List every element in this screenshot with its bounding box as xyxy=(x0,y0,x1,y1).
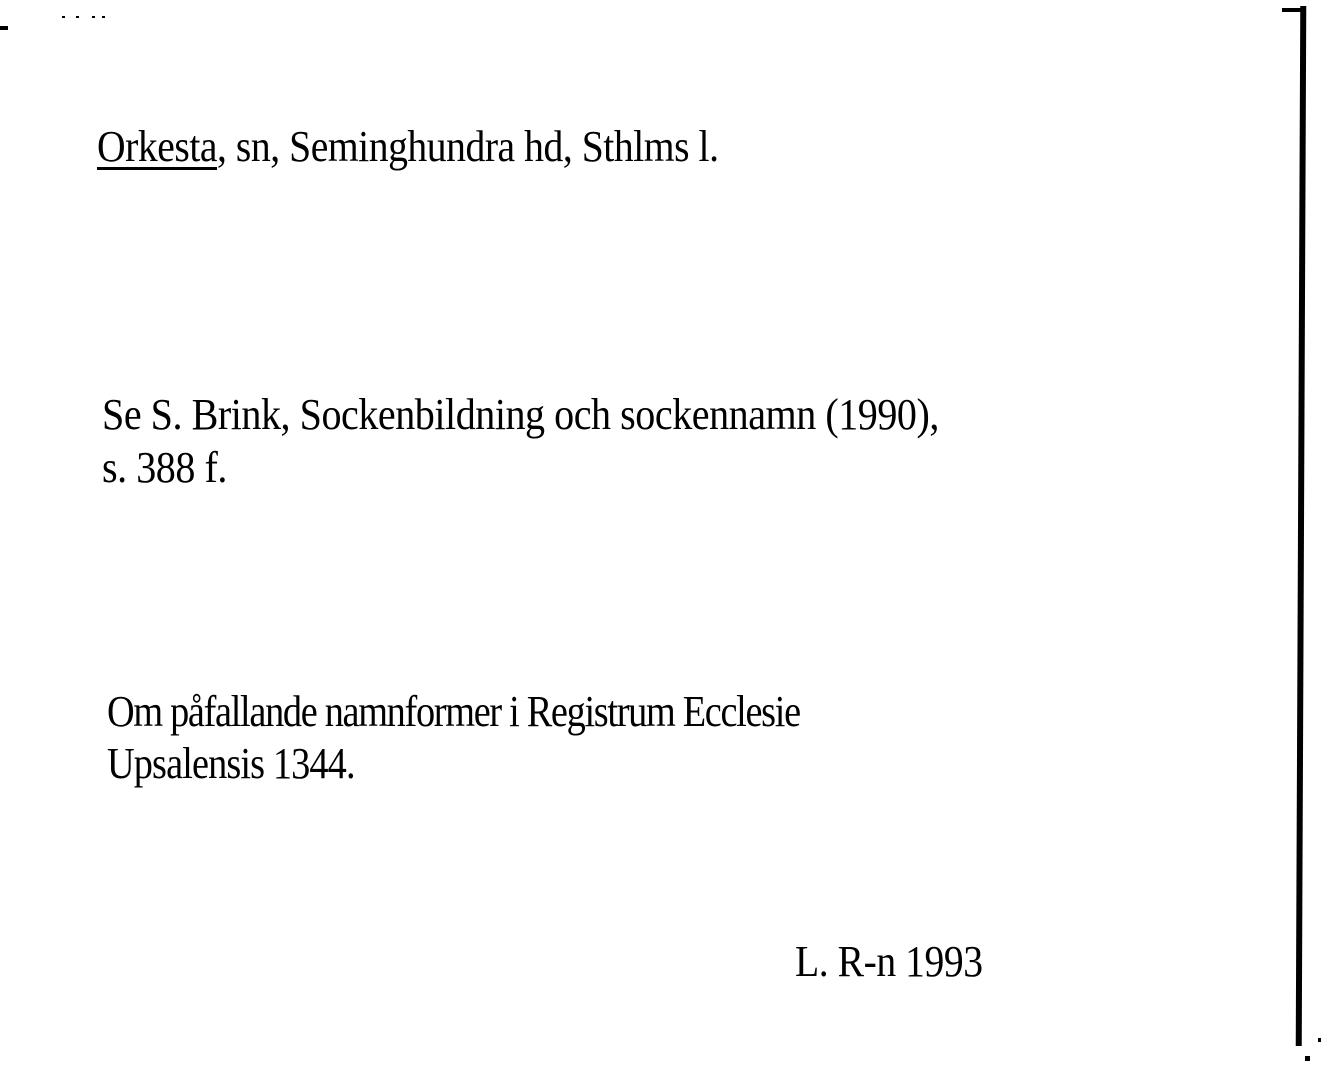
scan-speck xyxy=(1305,1056,1310,1061)
scan-speck xyxy=(92,16,95,18)
scan-speck xyxy=(102,16,105,18)
card-right-edge xyxy=(1296,6,1307,1046)
scan-speck xyxy=(62,16,65,18)
scan-speck xyxy=(76,16,79,18)
headword: Orkesta xyxy=(97,122,218,171)
card-heading xyxy=(97,122,719,171)
card-corner-mark xyxy=(1282,8,1302,12)
signature: L. R-n 1993 xyxy=(795,937,983,986)
note-line-2: Upsalensis 1344. xyxy=(107,739,355,788)
reference-line-2: s. 388 f. xyxy=(102,443,227,492)
note-line-1: Om påfallande namnformer i Registrum Ecclesie xyxy=(107,687,800,736)
reference-line-1: Se S. Brink, Sockenbildning och sockennamn (1990), xyxy=(102,390,939,439)
scan-speck xyxy=(0,26,8,30)
scan-speck xyxy=(1318,1038,1321,1042)
heading-details: , sn, Seminghundra hd, Sthlms l. xyxy=(217,122,719,171)
